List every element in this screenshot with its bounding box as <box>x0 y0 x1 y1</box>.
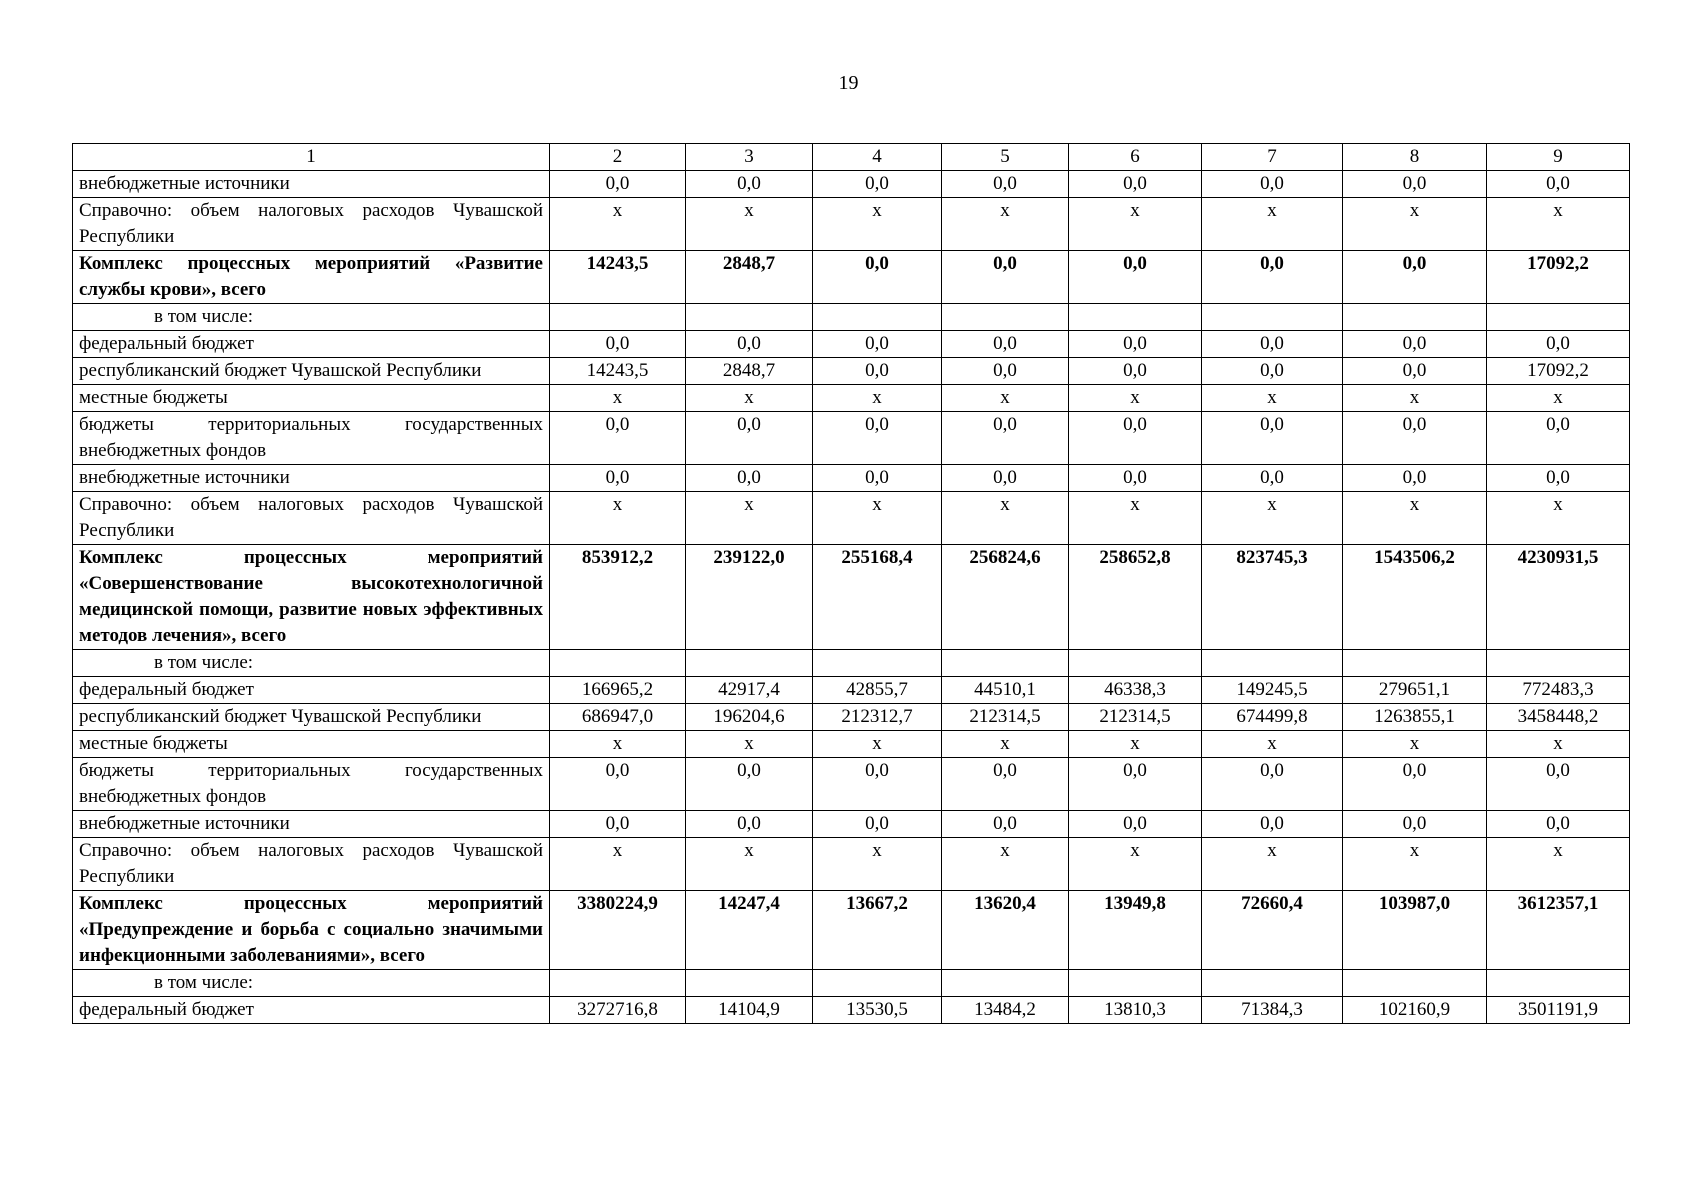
row-value <box>1487 650 1630 677</box>
row-value: x <box>1487 198 1630 251</box>
row-value: x <box>686 731 813 758</box>
row-value: 0,0 <box>686 758 813 811</box>
row-label: бюджеты территориальных государственных внебюджетных фондов <box>73 412 550 465</box>
table-row <box>73 970 1630 997</box>
row-value: 13530,5 <box>813 997 942 1024</box>
row-value: 14243,5 <box>550 358 686 385</box>
row-value: 0,0 <box>1343 358 1487 385</box>
row-value: 196204,6 <box>686 704 813 731</box>
row-value: 0,0 <box>1069 251 1202 304</box>
row-value: 46338,3 <box>1069 677 1202 704</box>
row-value: 0,0 <box>813 331 942 358</box>
row-value: x <box>550 198 686 251</box>
row-value <box>1069 970 1202 997</box>
row-label: местные бюджеты <box>73 385 550 412</box>
row-value: 0,0 <box>1202 251 1343 304</box>
row-label: внебюджетные источники <box>73 465 550 492</box>
row-value <box>1343 650 1487 677</box>
row-label: федеральный бюджет <box>73 331 550 358</box>
row-value <box>550 970 686 997</box>
row-value <box>550 304 686 331</box>
row-value: x <box>1069 731 1202 758</box>
row-value <box>1343 304 1487 331</box>
row-label: Справочно: объем налоговых расходов Чувашской Республики <box>73 492 550 545</box>
table-row <box>73 677 1630 704</box>
row-label: федеральный бюджет <box>73 677 550 704</box>
row-value: 71384,3 <box>1202 997 1343 1024</box>
row-value: x <box>550 385 686 412</box>
row-value: 2848,7 <box>686 358 813 385</box>
row-value: x <box>686 198 813 251</box>
table-row <box>73 198 1630 251</box>
row-value <box>813 970 942 997</box>
row-value: 0,0 <box>686 811 813 838</box>
row-value: 0,0 <box>1202 412 1343 465</box>
row-value: 772483,3 <box>1487 677 1630 704</box>
row-label: Комплекс процессных мероприятий «Предупреждение и борьба с социально значимыми инфекционными заболеваниями», всего <box>73 891 550 970</box>
row-label: бюджеты территориальных государственных внебюджетных фондов <box>73 758 550 811</box>
row-label: республиканский бюджет Чувашской Республики <box>73 358 550 385</box>
row-value: 3380224,9 <box>550 891 686 970</box>
row-value <box>550 650 686 677</box>
row-label: в том числе: <box>73 970 550 997</box>
col-header: 9 <box>1487 144 1630 171</box>
row-value <box>1069 304 1202 331</box>
row-value: 1263855,1 <box>1343 704 1487 731</box>
row-value: 0,0 <box>942 465 1069 492</box>
row-value: 0,0 <box>1069 758 1202 811</box>
row-value: 1543506,2 <box>1343 545 1487 650</box>
row-value: 0,0 <box>1487 758 1630 811</box>
row-label: в том числе: <box>73 650 550 677</box>
row-value <box>686 650 813 677</box>
row-value: 0,0 <box>1487 811 1630 838</box>
row-value: 258652,8 <box>1069 545 1202 650</box>
col-header: 4 <box>813 144 942 171</box>
row-value: x <box>813 385 942 412</box>
row-value: 0,0 <box>1343 171 1487 198</box>
row-value: 0,0 <box>813 251 942 304</box>
table-body <box>73 171 1630 1024</box>
row-value: x <box>1069 492 1202 545</box>
row-value: 0,0 <box>813 811 942 838</box>
table-row <box>73 650 1630 677</box>
row-value: x <box>686 838 813 891</box>
row-value: 0,0 <box>1487 465 1630 492</box>
table-row <box>73 492 1630 545</box>
row-value: x <box>1343 385 1487 412</box>
row-label: республиканский бюджет Чувашской Республики <box>73 704 550 731</box>
table-row-total <box>73 545 1630 650</box>
table-row <box>73 358 1630 385</box>
row-value: x <box>1343 492 1487 545</box>
row-value: 0,0 <box>813 171 942 198</box>
row-value: 0,0 <box>1069 331 1202 358</box>
row-value: x <box>1343 731 1487 758</box>
row-value: x <box>813 198 942 251</box>
row-value: x <box>1487 731 1630 758</box>
table-row <box>73 704 1630 731</box>
row-value: 0,0 <box>942 251 1069 304</box>
row-value: x <box>813 838 942 891</box>
col-header: 6 <box>1069 144 1202 171</box>
table-row <box>73 465 1630 492</box>
col-header: 2 <box>550 144 686 171</box>
row-value: 13810,3 <box>1069 997 1202 1024</box>
row-value: x <box>942 731 1069 758</box>
row-value: 149245,5 <box>1202 677 1343 704</box>
row-value: 0,0 <box>1487 412 1630 465</box>
row-value: x <box>550 838 686 891</box>
row-value <box>813 304 942 331</box>
row-label: в том числе: <box>73 304 550 331</box>
row-label: местные бюджеты <box>73 731 550 758</box>
row-value: 13484,2 <box>942 997 1069 1024</box>
row-value <box>813 650 942 677</box>
header-row <box>73 144 1630 171</box>
row-value <box>1069 650 1202 677</box>
row-value: 103987,0 <box>1343 891 1487 970</box>
row-value: 102160,9 <box>1343 997 1487 1024</box>
row-value: 0,0 <box>550 171 686 198</box>
row-value: 256824,6 <box>942 545 1069 650</box>
row-value: x <box>942 385 1069 412</box>
row-value <box>1202 650 1343 677</box>
row-value: 0,0 <box>1487 171 1630 198</box>
row-value: 17092,2 <box>1487 251 1630 304</box>
row-value: x <box>1343 838 1487 891</box>
row-value <box>1202 970 1343 997</box>
col-header: 5 <box>942 144 1069 171</box>
col-header: 1 <box>73 144 550 171</box>
row-value: 3272716,8 <box>550 997 686 1024</box>
row-value <box>1487 304 1630 331</box>
row-value: 14104,9 <box>686 997 813 1024</box>
row-value: 4230931,5 <box>1487 545 1630 650</box>
row-value: x <box>1202 731 1343 758</box>
row-value <box>942 970 1069 997</box>
row-value: x <box>813 492 942 545</box>
row-value: 0,0 <box>1343 412 1487 465</box>
row-value: x <box>813 731 942 758</box>
row-value: 0,0 <box>1069 412 1202 465</box>
row-label: федеральный бюджет <box>73 997 550 1024</box>
row-label: внебюджетные источники <box>73 811 550 838</box>
row-value: x <box>1202 385 1343 412</box>
table-row <box>73 385 1630 412</box>
row-value: x <box>942 838 1069 891</box>
row-value: 0,0 <box>1487 331 1630 358</box>
row-value: 44510,1 <box>942 677 1069 704</box>
table-row <box>73 997 1630 1024</box>
row-value: 14243,5 <box>550 251 686 304</box>
row-value: 14247,4 <box>686 891 813 970</box>
budget-table <box>72 143 1630 1024</box>
row-value <box>1343 970 1487 997</box>
row-value: 0,0 <box>1202 171 1343 198</box>
row-label: Комплекс процессных мероприятий «Совершенствование высокотехнологичной медицинской помощи, развитие новых эффективных методов лечения», всего <box>73 545 550 650</box>
row-value: 0,0 <box>686 465 813 492</box>
row-value: x <box>1202 198 1343 251</box>
table-row-total <box>73 891 1630 970</box>
page-number: 19 <box>838 72 859 94</box>
row-value: 72660,4 <box>1202 891 1343 970</box>
row-value: 823745,3 <box>1202 545 1343 650</box>
row-value: x <box>550 492 686 545</box>
row-value: 212312,7 <box>813 704 942 731</box>
row-value: 0,0 <box>1343 251 1487 304</box>
row-value: 0,0 <box>1202 358 1343 385</box>
row-value: x <box>942 492 1069 545</box>
row-value: 0,0 <box>813 412 942 465</box>
row-value: x <box>550 731 686 758</box>
row-value: 0,0 <box>1069 465 1202 492</box>
row-value: 0,0 <box>686 331 813 358</box>
row-value: 0,0 <box>1343 811 1487 838</box>
row-value <box>686 304 813 331</box>
table-row-total <box>73 251 1630 304</box>
row-value: x <box>686 492 813 545</box>
row-value: x <box>1487 492 1630 545</box>
row-value <box>1487 970 1630 997</box>
row-value: x <box>1487 385 1630 412</box>
row-value: 0,0 <box>550 331 686 358</box>
row-value: 212314,5 <box>942 704 1069 731</box>
row-value: 2848,7 <box>686 251 813 304</box>
row-value: 0,0 <box>942 331 1069 358</box>
table-row <box>73 758 1630 811</box>
row-value: 0,0 <box>550 758 686 811</box>
row-value: x <box>686 385 813 412</box>
row-label: внебюджетные источники <box>73 171 550 198</box>
row-value: 0,0 <box>942 171 1069 198</box>
table-row <box>73 171 1630 198</box>
table-row <box>73 304 1630 331</box>
row-value: 279651,1 <box>1343 677 1487 704</box>
row-value <box>1202 304 1343 331</box>
table-row <box>73 412 1630 465</box>
row-value: 3501191,9 <box>1487 997 1630 1024</box>
row-value: x <box>1202 492 1343 545</box>
row-value: 0,0 <box>1202 331 1343 358</box>
row-value: x <box>1202 838 1343 891</box>
row-value: x <box>1487 838 1630 891</box>
row-value <box>942 650 1069 677</box>
row-value: 853912,2 <box>550 545 686 650</box>
row-value: 0,0 <box>1343 758 1487 811</box>
row-value: 3458448,2 <box>1487 704 1630 731</box>
table-row <box>73 731 1630 758</box>
row-value: 0,0 <box>550 412 686 465</box>
row-value: x <box>1069 838 1202 891</box>
row-value: 212314,5 <box>1069 704 1202 731</box>
table-row <box>73 331 1630 358</box>
row-value: 0,0 <box>942 758 1069 811</box>
row-value: 0,0 <box>550 811 686 838</box>
row-value: 0,0 <box>942 358 1069 385</box>
row-value: 0,0 <box>1343 331 1487 358</box>
col-header: 8 <box>1343 144 1487 171</box>
row-value: x <box>1069 385 1202 412</box>
row-value: 0,0 <box>686 171 813 198</box>
row-value: 3612357,1 <box>1487 891 1630 970</box>
row-value: 17092,2 <box>1487 358 1630 385</box>
row-value: 13667,2 <box>813 891 942 970</box>
row-value: 686947,0 <box>550 704 686 731</box>
row-value: 13620,4 <box>942 891 1069 970</box>
row-value: 255168,4 <box>813 545 942 650</box>
row-label: Справочно: объем налоговых расходов Чувашской Республики <box>73 198 550 251</box>
row-value: 0,0 <box>550 465 686 492</box>
row-label: Справочно: объем налоговых расходов Чувашской Республики <box>73 838 550 891</box>
table-row <box>73 811 1630 838</box>
row-value <box>686 970 813 997</box>
row-value <box>942 304 1069 331</box>
row-value: 0,0 <box>813 358 942 385</box>
row-value: 0,0 <box>942 412 1069 465</box>
row-value: 42917,4 <box>686 677 813 704</box>
row-value: 0,0 <box>1069 811 1202 838</box>
row-value: 0,0 <box>942 811 1069 838</box>
row-value: 0,0 <box>1202 465 1343 492</box>
row-value: 0,0 <box>1202 811 1343 838</box>
row-value: 0,0 <box>686 412 813 465</box>
row-value: 0,0 <box>813 758 942 811</box>
row-value: 239122,0 <box>686 545 813 650</box>
row-value: 674499,8 <box>1202 704 1343 731</box>
row-value: 166965,2 <box>550 677 686 704</box>
row-value: x <box>1069 198 1202 251</box>
row-label: Комплекс процессных мероприятий «Развитие службы крови», всего <box>73 251 550 304</box>
row-value: 13949,8 <box>1069 891 1202 970</box>
row-value: 0,0 <box>1069 171 1202 198</box>
row-value: 0,0 <box>1069 358 1202 385</box>
row-value: x <box>942 198 1069 251</box>
row-value: x <box>1343 198 1487 251</box>
row-value: 0,0 <box>1343 465 1487 492</box>
row-value: 0,0 <box>813 465 942 492</box>
col-header: 7 <box>1202 144 1343 171</box>
row-value: 42855,7 <box>813 677 942 704</box>
col-header: 3 <box>686 144 813 171</box>
table-row <box>73 838 1630 891</box>
row-value: 0,0 <box>1202 758 1343 811</box>
